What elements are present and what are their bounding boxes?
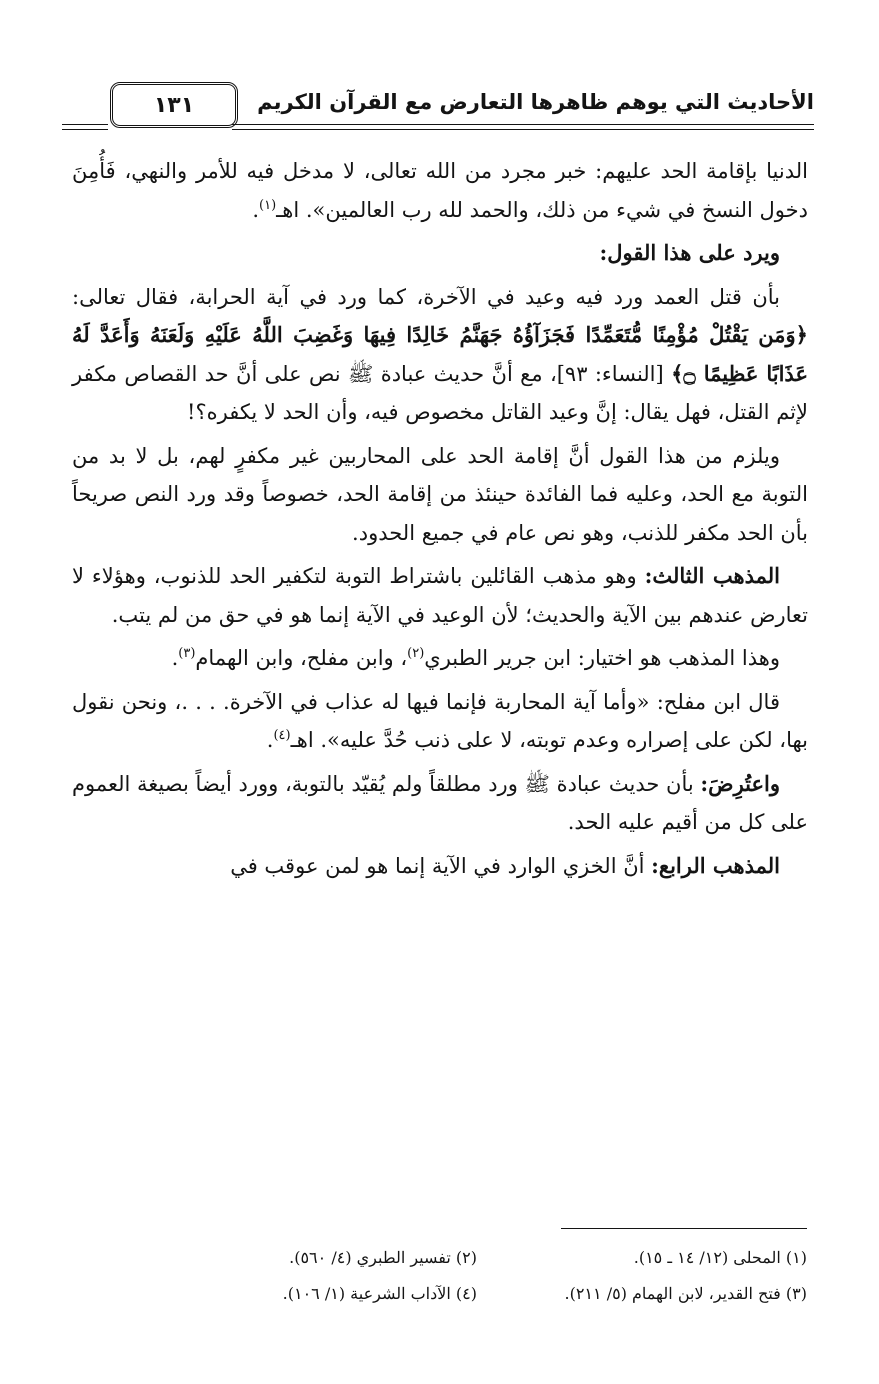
page-header xyxy=(62,68,814,138)
paragraph-text: وهذا المذهب هو اختيار: ابن جرير الطبري xyxy=(424,646,780,670)
paragraph xyxy=(72,557,808,634)
header-rule xyxy=(62,129,108,130)
footnote-separator xyxy=(561,1228,807,1229)
footnote: (٢) تفسير الطبري (٤/ ٥٦٠). xyxy=(289,1248,477,1267)
header-rule xyxy=(62,124,108,125)
footnote-ref: (٣) xyxy=(178,646,196,661)
paragraph-text: بأن قتل العمد ورد فيه وعيد في الآخرة، كما ورد في آية الحرابة، فقال تعالى: xyxy=(72,284,780,309)
footnote: (١) المحلى (١٢/ ١٤ ـ ١٥). xyxy=(633,1248,807,1267)
header-rule xyxy=(232,124,814,125)
footnotes xyxy=(71,1240,807,1312)
paragraph-text: [النساء: ٩٣]، مع أنَّ حديث عبادة ﷺ نص على أنَّ حد القصاص مكفر لإثم القتل، فهل يقال: إنَّ وعيد القاتل مخصوص فيه، وأن الحد لا يكفره؟! xyxy=(72,361,808,424)
paragraph xyxy=(72,683,808,760)
footnote-ref: (٤) xyxy=(273,728,291,743)
header-rule xyxy=(232,129,814,130)
paragraph xyxy=(72,847,808,886)
paragraph xyxy=(72,639,808,678)
footnote: (٤) الآداب الشرعية (١/ ١٠٦). xyxy=(282,1284,477,1303)
paragraph-text: ، وابن مفلح، وابن الهمام xyxy=(195,646,408,670)
footnote-ref: (١) xyxy=(259,197,277,213)
paragraph-text: وهو مذهب القائلين باشتراط التوبة لتكفير الحد للذنوب، وهؤلاء لا تعارض عندهم بين الآية والحديث؛ لأن الوعيد في الآية إنما هو في حق من لم يتب. xyxy=(72,564,808,627)
footnote-ref: (٢) xyxy=(407,646,425,661)
paragraph xyxy=(72,765,808,842)
paragraph-text: . xyxy=(171,646,179,670)
running-title: الأحاديث التي يوهم ظاهرها التعارض مع القرآن الكريم xyxy=(257,90,814,114)
paragraph: ويلزم من هذا القول أنَّ إقامة الحد على المحاربين غير مكفرٍ لهم، بل لا بد من التوبة مع الحد، وعليه فما الفائدة حينئذ من إقامة الحد، خصوصاً وقد ورد النص صريحاً بأن الحد مكفر للذنب، وهو نص عام في جميع الحدود. xyxy=(72,443,808,545)
paragraph-text: الدنيا بإقامة الحد عليهم: خبر مجرد من الله تعالى، لا مدخل فيه للأمر والنهي، فَأُمِنَ دخول النسخ في شيء من ذلك، والحمد لله رب العالمين». اهـ xyxy=(72,159,808,222)
paragraph-text: أنَّ الخزي الوارد في الآية إنما هو لمن عوقب في xyxy=(230,853,652,878)
paragraph xyxy=(72,152,808,229)
footnote-row xyxy=(71,1276,807,1312)
main-text xyxy=(72,152,808,890)
page-number xyxy=(110,82,238,128)
footnote: (٣) فتح القدير، لابن الهمام (٥/ ٢١١). xyxy=(564,1284,807,1303)
section-heading: ويرد على هذا القول: xyxy=(599,240,780,265)
section-lead: المذهب الثالث: xyxy=(644,563,780,588)
paragraph-text: . xyxy=(252,197,259,222)
section-lead: المذهب الرابع: xyxy=(651,852,780,878)
section-lead: واعتُرِضَ: xyxy=(700,770,780,796)
paragraph xyxy=(72,278,808,432)
paragraph-text: . xyxy=(266,728,274,752)
page-number-text: ١٣١ xyxy=(153,92,195,118)
paragraph-text: قال ابن مفلح: «وأما آية المحاربة فإنما فيها له عذاب في الآخرة. . . .، ونحن نقول بها، لكن على إصراره وعدم توبته، لا على ذنب حُدَّ عليه». اهـ xyxy=(72,689,808,752)
quran-verse: ﴿وَمَن يَقْتُلْ مُؤْمِنًا مُّتَعَمِّدًا فَجَزَآؤُهُ جَهَنَّمُ خَالِدًا فِيهَا وَغَضِبَ اللَّهُ عَلَيْهِ وَلَعَنَهُ وَأَعَدَّ لَهُ عَذَابًا عَظِيمًا ۝﴾ xyxy=(72,322,808,386)
paragraph-text: بأن حديث عبادة ﷺ ورد مطلقاً ولم يُقيّد بالتوبة، وورد أيضاً بصيغة العموم على كل من أقيم عليه الحد. xyxy=(72,771,808,834)
footnote-row xyxy=(71,1240,807,1276)
